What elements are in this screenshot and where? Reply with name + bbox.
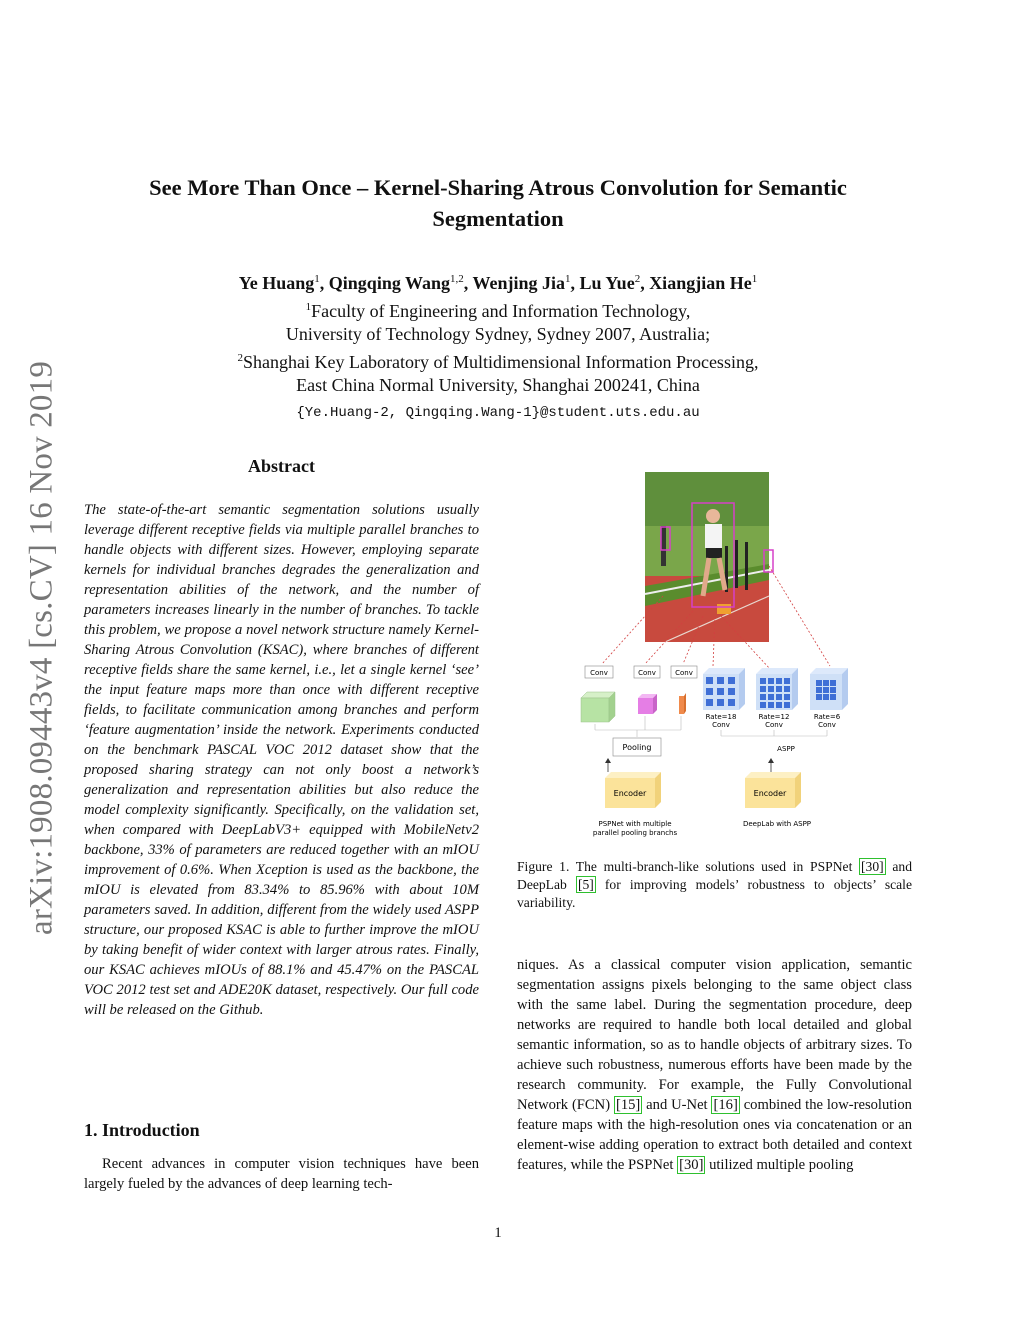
deeplab-label: DeepLab with ASPP: [742, 820, 812, 828]
body-text: utilized multiple pooling: [705, 1157, 854, 1173]
body-text: combined the low-resolution feature maps with the high-resolution ones via concatenation or an element-wise adding operation to extract both detailed and context features, while the PSPNet: [517, 1097, 912, 1173]
arrow-head: [605, 758, 611, 763]
aspp-label: ASPP: [777, 745, 795, 753]
author-affiliation-mark: 1: [564, 273, 571, 285]
runner-photo: [645, 472, 773, 642]
conv-label: Conv: [675, 669, 693, 677]
affiliation-2-line-2: East China Normal University, Shanghai 200241, China: [296, 375, 700, 395]
citation-link[interactable]: [15]: [615, 1097, 641, 1113]
affiliation-text: Shanghai Key Laboratory of Multidimensional Information Processing,: [243, 351, 759, 372]
author-block: [60, 268, 936, 425]
author-name: Lu Yue: [579, 273, 635, 293]
encoder-right: [745, 772, 801, 808]
orange-cube: [679, 693, 686, 714]
author-affiliation-mark: 1: [751, 273, 758, 285]
author-affiliation-mark: 1: [314, 273, 320, 285]
arxiv-stamp-text: arXiv:1908.09443v4 [cs.CV] 16 Nov 2019: [23, 360, 60, 935]
introduction-heading: 1. Introduction: [84, 1120, 200, 1140]
author-name: Wenjing Jia: [472, 273, 565, 293]
pooling-box: [613, 738, 661, 756]
citation-link[interactable]: [30]: [861, 859, 884, 874]
author-name: Xiangjian He: [649, 273, 752, 293]
figure-1: [575, 466, 875, 844]
abstract-text: The state-of-the-art semantic segmentation solutions usually leverage different receptive fields via multiple parallel branches to handle objects with different sizes. However, employing separate kernels for individual branches degrades the generalization and representation abilities of the network, and the number of parameters increases linearly in the number of branches. To tackle this problem, we propose a novel network structure namely Kernel-Sharing Atrous Convolution (KSAC), where branches of different receptive fields share the same kernel, i.e., let a single kernel ‘see’ the input feature maps more than once with different receptive fields, to facilitate communication among branches and perform ‘feature augmentation’ inside the network. Experiments conducted on the benchmark PASCAL VOC 2012 dataset show that the proposed sharing strategy can not only boost a network’s generalization and representation abilities but also reduce the model complexity significantly. Specifically, on the validation set, when compared with DeepLabV3+ equipped with MobileNetv2 backbone, 33% of parameters are reduced together with an mIOU improvement of 0.6%. When Xception is used as the backbone, the mIOU is elevated from 83.34% to 85.96% with about 10M parameters saved. In addition, different from the widely used ASPP structure, our proposed KSAC is able to further improve the mIOU by taking benefit of wider context with larger atrous rates. Finally, our KSAC achieves mIOUs of 88.1% and 45.47% on the PASCAL VOC 2012 test set and ADE20K dataset, respectively. Our full code will be released on the Github.: [84, 502, 479, 1018]
author-name: Ye Huang: [238, 273, 315, 293]
affiliation-2: [60, 347, 936, 375]
encoder-left: [605, 772, 661, 808]
arrow-head: [768, 758, 774, 763]
affiliation-1-line-2: University of Technology Sydney, Sydney 2007, Australia;: [285, 324, 711, 344]
figure-1-caption: [517, 858, 912, 912]
pooling-label: Pooling: [622, 743, 652, 752]
conv-box-3: [671, 666, 697, 678]
aspp-connectors: [721, 730, 827, 736]
author-list: Ye Huang$^1$, Qingqing Wang$^{1,2}$, Wenjing Jia$^1$, Lu Yue$^2$, Xiangjian He$^1$: [238, 273, 758, 293]
author-affiliation-mark: 2: [634, 273, 641, 285]
paper-title: [60, 172, 936, 234]
figure-1-diagram: [575, 466, 875, 844]
citation-link[interactable]: [5]: [577, 877, 594, 892]
author-affiliation-mark: 1,2: [450, 273, 464, 285]
conv-box-2: [634, 666, 660, 678]
citation-link[interactable]: [16]: [713, 1097, 738, 1113]
caption-text: for improving models’ robustness to objects’ scale variability.: [517, 877, 912, 910]
aspp-grid-rate12: [756, 668, 798, 729]
title-line-1: See More Than Once – Kernel-Sharing Atrous Convolution for Semantic: [149, 175, 847, 200]
rate-label: Conv: [712, 721, 730, 729]
pspnet-label: PSPNet with multiple: [598, 820, 672, 828]
rate-label: Rate=12: [758, 713, 790, 721]
rate-label: Rate=6: [813, 713, 841, 721]
encoder-label: Encoder: [613, 789, 647, 798]
magenta-cube: [638, 694, 657, 714]
caption-text: Figure 1. The multi-branch-like solutions used in PSPNet: [517, 859, 860, 874]
green-cube: [581, 692, 615, 722]
rate-label: Conv: [818, 721, 836, 729]
introduction-text: Recent advances in computer vision techniques have been largely fueled by the advances of deep learning tech-: [84, 1156, 479, 1192]
citation-link[interactable]: [30]: [679, 1157, 704, 1173]
affiliation-1: [60, 296, 936, 324]
aspp-grid-rate6: [810, 668, 848, 729]
rate-label: Conv: [765, 721, 783, 729]
conv-box-1: [585, 666, 613, 678]
encoder-label: Encoder: [753, 789, 787, 798]
page-number: 1: [494, 1225, 502, 1241]
author-name: Qingqing Wang: [328, 273, 451, 293]
affiliation-text: Faculty of Engineering and Information Technology,: [311, 300, 691, 321]
abstract-heading: Abstract: [248, 456, 315, 476]
rate-label: Rate=18: [705, 713, 737, 721]
title-line-2: Segmentation: [432, 206, 564, 231]
body-text: niques. As a classical computer vision application, semantic segmentation assigns pixels belonging to the same object class with the same label. During the segmentation procedure, deep networks are required to handle both local detailed and global semantic information, so as to handle objects of arbitrary sizes. To achieve such robustness, numerous efforts have been made by the research community. For example, the Fully Convolutional Network (FCN): [517, 957, 912, 1113]
affiliation-mark: 2: [237, 351, 244, 364]
affiliation-mark: 1: [305, 300, 312, 313]
introduction-continued: [517, 955, 912, 1175]
body-text: and U-Net: [642, 1097, 712, 1113]
pspnet-label: parallel pooling branchs: [592, 829, 678, 837]
conv-label: Conv: [638, 669, 656, 677]
arxiv-stamp: [17, 350, 67, 945]
caption-text: and DeepLab: [517, 859, 912, 892]
conv-label: Conv: [590, 669, 608, 677]
author-email: {Ye.Huang-2, Qingqing.Wang-1}@student.uts.edu.au: [296, 404, 700, 421]
aspp-grid-rate18: [703, 668, 745, 729]
